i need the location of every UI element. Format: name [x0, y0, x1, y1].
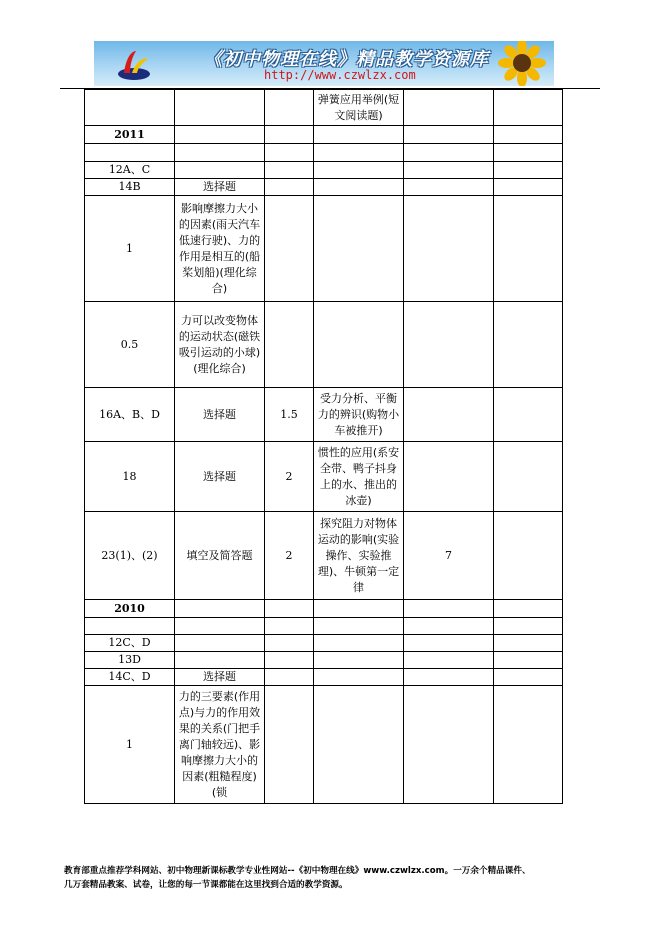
table-cell	[404, 635, 494, 652]
table-cell	[265, 669, 314, 686]
table-cell	[494, 144, 563, 162]
table-cell	[494, 600, 563, 618]
table-row	[85, 442, 563, 512]
table-cell	[494, 635, 563, 652]
table-cell	[404, 600, 494, 618]
exam-analysis-table	[84, 89, 563, 804]
table-cell	[494, 126, 563, 144]
table-cell	[404, 669, 494, 686]
table-cell	[314, 144, 404, 162]
table-row	[85, 179, 563, 196]
table-cell	[175, 635, 265, 652]
table-cell	[404, 652, 494, 669]
table-cell	[314, 162, 404, 179]
table-cell	[404, 196, 494, 302]
table-cell	[175, 162, 265, 179]
table-cell	[265, 144, 314, 162]
table-cell	[314, 126, 404, 144]
table-cell	[314, 669, 404, 686]
table-row	[85, 388, 563, 442]
table-cell	[494, 618, 563, 635]
table-cell: 选择题	[175, 669, 265, 686]
table-cell	[85, 90, 175, 126]
footer-line-1: 教育部重点推荐学科网站、初中物理新课标教学专业性网站--《初中物理在线》www.czwlzx.com。一万余个精品课件、	[64, 866, 531, 876]
table-cell: 14B	[85, 179, 175, 196]
table-row	[85, 600, 563, 618]
header-banner	[94, 41, 554, 86]
table-cell: 填空及简答题	[175, 512, 265, 600]
table-cell	[175, 126, 265, 144]
table-cell	[314, 179, 404, 196]
table-cell	[494, 90, 563, 126]
table-cell	[265, 600, 314, 618]
table-cell	[85, 144, 175, 162]
page-footer	[64, 864, 604, 892]
table-cell: 1	[85, 686, 175, 804]
table-cell	[404, 179, 494, 196]
table-cell: 受力分析、平衡力的辨识(购物小车被推开)	[314, 388, 404, 442]
table-cell	[175, 618, 265, 635]
table-cell: 力的三要素(作用点)与力的作用效果的关系(门把手离门轴较远)、影响摩擦力大小的因素(粗糙程度)(锁	[175, 686, 265, 804]
table-cell	[404, 442, 494, 512]
table-cell: 0.5	[85, 302, 175, 388]
table-cell: 1.5	[265, 388, 314, 442]
site-logo-icon	[116, 47, 152, 83]
table-cell	[404, 144, 494, 162]
table-cell	[85, 618, 175, 635]
table-cell	[404, 162, 494, 179]
table-cell	[314, 302, 404, 388]
table-cell	[494, 512, 563, 600]
table-cell	[265, 179, 314, 196]
table-cell	[175, 652, 265, 669]
table-cell	[494, 179, 563, 196]
footer-line-2: 几万套精品教案、试卷，让您的每一节课都能在这里找到合适的教学资源。	[64, 880, 348, 890]
table-cell	[494, 302, 563, 388]
table-cell	[404, 126, 494, 144]
table-cell: 力可以改变物体的运动状态(磁铁吸引运动的小球)(理化综合)	[175, 302, 265, 388]
table-cell	[314, 600, 404, 618]
table-cell	[175, 600, 265, 618]
table-cell	[404, 388, 494, 442]
table-row	[85, 635, 563, 652]
table-cell	[265, 126, 314, 144]
table-cell	[314, 635, 404, 652]
table-cell	[404, 618, 494, 635]
table-cell	[404, 90, 494, 126]
table-cell	[265, 302, 314, 388]
table-cell	[494, 442, 563, 512]
table-cell: 影响摩擦力大小的因素(雨天汽车低速行驶)、力的作用是相互的(船桨划船)(理化综合)	[175, 196, 265, 302]
table-cell: 惯性的应用(系安全带、鸭子抖身上的水、推出的冰壶)	[314, 442, 404, 512]
table-row	[85, 126, 563, 144]
table-cell: 2011	[85, 126, 175, 144]
table-cell: 13D	[85, 652, 175, 669]
table-row	[85, 652, 563, 669]
table-cell	[175, 144, 265, 162]
table-cell: 选择题	[175, 179, 265, 196]
table-cell: 2	[265, 512, 314, 600]
table-cell: 12C、D	[85, 635, 175, 652]
table-cell	[494, 686, 563, 804]
table-cell	[265, 635, 314, 652]
table-cell: 选择题	[175, 388, 265, 442]
table-cell	[314, 652, 404, 669]
table-cell	[404, 302, 494, 388]
table-cell: 12A、C	[85, 162, 175, 179]
table-row	[85, 618, 563, 635]
table-row	[85, 302, 563, 388]
sunflower-icon	[490, 41, 550, 86]
table-row	[85, 686, 563, 804]
banner-url[interactable]: http://www.czwlzx.com	[264, 68, 416, 82]
table-cell	[404, 686, 494, 804]
table-cell	[494, 162, 563, 179]
banner-title: 《初中物理在线》精品教学资源库	[204, 49, 489, 70]
table-cell: 1	[85, 196, 175, 302]
table-cell: 14C、D	[85, 669, 175, 686]
table-row	[85, 512, 563, 600]
table-cell	[314, 686, 404, 804]
table-cell	[494, 388, 563, 442]
table-cell	[494, 669, 563, 686]
table-cell	[265, 686, 314, 804]
table-row	[85, 90, 563, 126]
table-cell	[494, 196, 563, 302]
table-cell	[265, 90, 314, 126]
table-cell	[265, 162, 314, 179]
table-cell	[265, 196, 314, 302]
table-row	[85, 196, 563, 302]
table-cell: 选择题	[175, 442, 265, 512]
table-cell: 7	[404, 512, 494, 600]
table-cell: 23(1)、(2)	[85, 512, 175, 600]
table-cell	[265, 652, 314, 669]
table-cell	[314, 618, 404, 635]
table-cell: 2	[265, 442, 314, 512]
table-row	[85, 162, 563, 179]
table-row	[85, 144, 563, 162]
table-cell	[494, 652, 563, 669]
table-cell: 18	[85, 442, 175, 512]
table-cell: 16A、B、D	[85, 388, 175, 442]
table-cell	[175, 90, 265, 126]
table-cell	[314, 196, 404, 302]
table-cell: 2010	[85, 600, 175, 618]
table-cell: 探究阻力对物体运动的影响(实验操作、实验推理)、牛顿第一定律	[314, 512, 404, 600]
table-row	[85, 669, 563, 686]
table-cell: 弹簧应用举例(短文阅读题)	[314, 90, 404, 126]
table-cell	[265, 618, 314, 635]
